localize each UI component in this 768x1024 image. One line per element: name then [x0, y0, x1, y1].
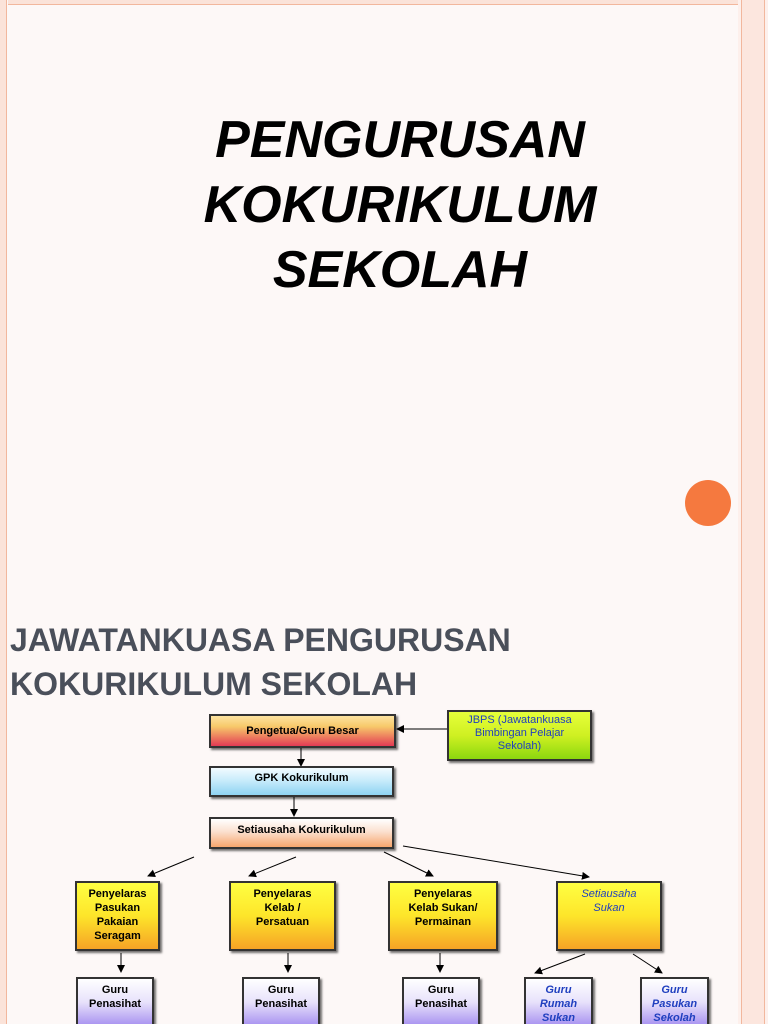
connector-coord-teacher-5: [633, 954, 662, 973]
section-title: JAWATANKUASA PENGURUSAN KOKURIKULUM SEKOLAH: [10, 622, 511, 702]
connector-setia-coord-4: [403, 846, 589, 877]
box-coordinator-kelab-persatuan: Penyelaras Kelab / Persatuan: [229, 881, 336, 951]
box-coordinator-pakaian-seragam: Penyelaras Pasukan Pakaian Seragam: [75, 881, 160, 951]
box-jbps: JBPS (Jawatankuasa Bimbingan Pelajar Sekolah): [447, 710, 592, 761]
slide-title: PENGURUSAN KOKURIKULUM SEKOLAH: [203, 111, 597, 299]
connector-setia-coord-1: [148, 857, 194, 876]
connector-setia-coord-2: [249, 857, 296, 876]
box-guru-pasukan-sekolah: Guru Pasukan Sekolah: [640, 977, 709, 1024]
box-guru-penasihat-2: Guru Penasihat: [242, 977, 320, 1024]
box-pengetua: Pengetua/Guru Besar: [209, 714, 396, 748]
box-guru-penasihat-3: Guru Penasihat: [402, 977, 480, 1024]
box-coordinator-kelab-sukan: Penyelaras Kelab Sukan/ Permainan: [388, 881, 498, 951]
box-guru-rumah-sukan: Guru Rumah Sukan: [524, 977, 593, 1024]
org-chart-connectors: [0, 700, 768, 1024]
box-setiausaha-kokurikulum: Setiausaha Kokurikulum: [209, 817, 394, 849]
orange-circle-decoration: [685, 480, 731, 526]
org-chart: [0, 700, 768, 1024]
connector-setia-coord-3: [384, 852, 433, 876]
box-gpk-kokurikulum: GPK Kokurikulum: [209, 766, 394, 797]
box-setiausaha-sukan: Setiausaha Sukan: [556, 881, 662, 951]
slide-border-top: [0, 0, 738, 6]
connector-coord-teacher-4: [535, 954, 585, 973]
box-guru-penasihat-1: Guru Penasihat: [76, 977, 154, 1024]
